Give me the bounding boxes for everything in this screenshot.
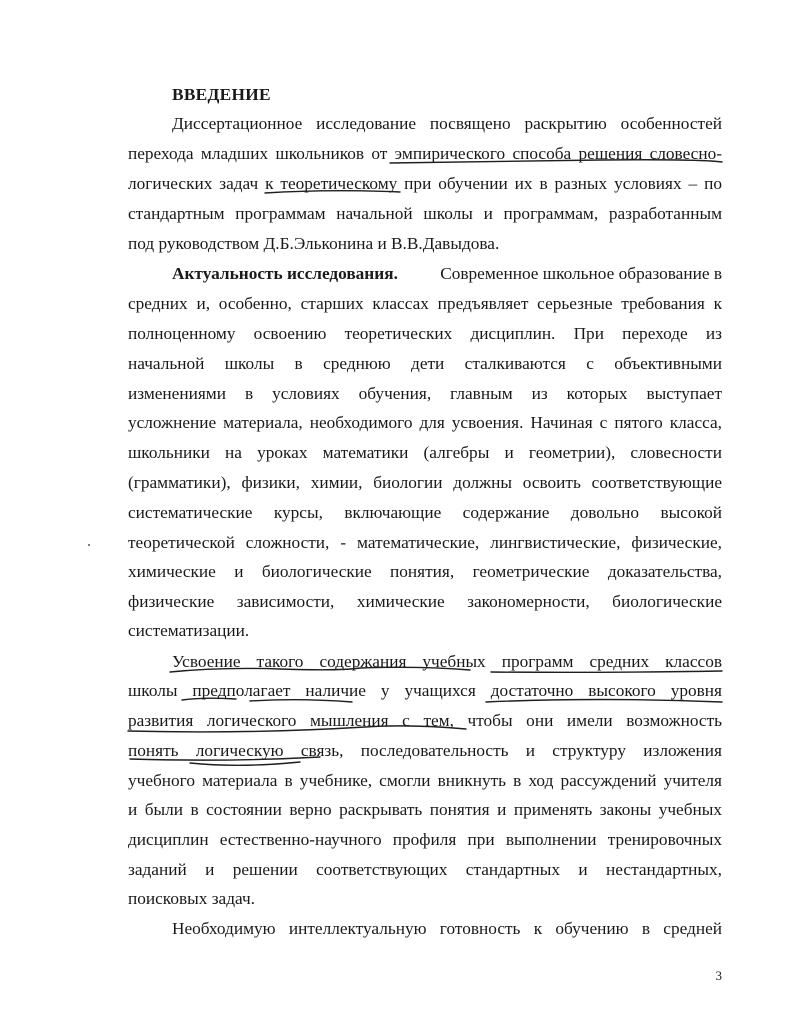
assimilation-line: школы предполагает наличие у учащихся достаточно высокого уровня — [128, 681, 722, 700]
relevance-line: теоретической сложности, - математические, лингвистические, физические, — [128, 533, 722, 552]
assimilation-line: учебного материала в учебнике, смогли вникнуть в ход рассуждений учителя — [128, 771, 722, 790]
page-heading: ВВЕДЕНИЕ — [172, 85, 271, 104]
relevance-line: изменениями в условиях обучения, главным из которых выступает — [128, 384, 722, 403]
relevance-line: начальной школы в среднюю дети сталкиваются с объективными — [128, 354, 722, 373]
intro-line: стандартным программам начальной школы и программам, разработанным — [128, 204, 722, 223]
scan-speck — [88, 544, 90, 546]
intro-line: перехода младших школьников от эмпирического способа решения словесно- — [128, 144, 722, 163]
relevance-first-line — [172, 263, 722, 285]
assimilation-line: заданий и решении соответствующих стандартных и нестандартных, — [128, 860, 722, 879]
relevance-line: химические и биологические понятия, геометрические доказательства, — [128, 562, 722, 581]
pen-underline — [190, 762, 300, 765]
assimilation-line: Усвоение такого содержания учебных программ средних классов — [172, 652, 722, 671]
relevance-line: средних и, особенно, старших классах предъявляет серьезные требования к — [128, 294, 722, 313]
relevance-line: школьники на уроках математики (алгебры и геометрии), словесности — [128, 443, 722, 462]
intro-line: под руководством Д.Б.Эльконина и В.В.Давыдова. — [128, 234, 500, 253]
intro-line: логических задач к теоретическому при обучении их в разных условиях – по — [128, 174, 722, 193]
assimilation-line: дисциплин естественно-научного профиля при выполнении тренировочных — [128, 830, 722, 849]
assimilation-line: и были в состоянии верно раскрывать понятия и применять законы учебных — [128, 800, 722, 819]
relevance-line: физические зависимости, химические закономерности, биологические — [128, 592, 722, 611]
assimilation-line: понять логическую связь, последовательность и структуру изложения — [128, 741, 722, 760]
relevance-line: систематизации. — [128, 621, 250, 640]
next-paragraph-line: Необходимую интеллектуальную готовность к обучению в средней — [172, 919, 722, 938]
relevance-line: полноценному освоению теоретических дисциплин. При переходе из — [128, 324, 722, 343]
page-number: 3 — [715, 968, 722, 983]
assimilation-line: развития логического мышления с тем, чтобы они имели возможность — [128, 711, 722, 730]
intro-line: Диссертационное исследование посвящено раскрытию особенностей — [172, 114, 722, 133]
relevance-line: (грамматики), физики, химии, биологии должны освоить соответствующие — [128, 473, 722, 492]
assimilation-line: поисковых задач. — [128, 889, 255, 908]
relevance-line: систематические курсы, включающие содержание довольно высокой — [128, 503, 722, 522]
relevance-first-text: Современное школьное образование в — [440, 264, 722, 283]
relevance-label: Актуальность исследования. — [172, 264, 398, 283]
relevance-line: усложнение материала, необходимого для усвоения. Начиная с пятого класса, — [128, 413, 722, 432]
